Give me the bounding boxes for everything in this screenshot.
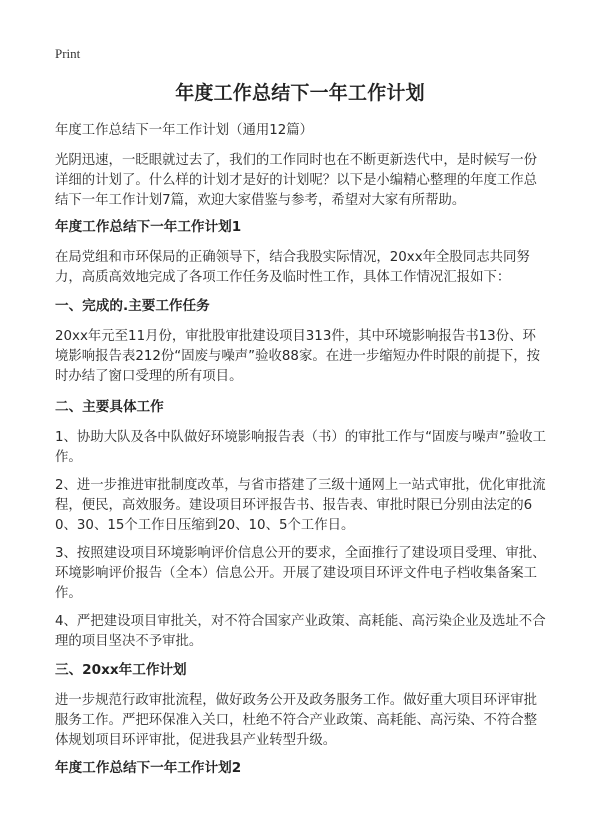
section-2-heading: 年度工作总结下一年工作计划2 <box>55 760 242 776</box>
part-1-heading: 一、完成的.主要工作任务 <box>55 298 210 314</box>
section-1-paragraph: 在局党组和市环保局的正确领导下，结合我股实际情况，20xx年全股同志共同努力，高质高效地完成了各项工作任务及临时性工作，具体工作情况汇报如下： <box>55 250 530 285</box>
part-3-heading: 三、20xx年工作计划 <box>55 662 187 678</box>
document-subtitle: 年度工作总结下一年工作计划（通用12篇） <box>55 123 314 138</box>
section-1-heading: 年度工作总结下一年工作计划1 <box>55 219 242 235</box>
document-title: 年度工作总结下一年工作计划 <box>175 82 425 104</box>
part-2-heading: 二、主要具体工作 <box>55 399 164 415</box>
print-link[interactable]: Print <box>55 46 81 61</box>
work-item-3: 3、按照建设项目环境影响评价信息公开的要求，全面推行了建设项目受理、审批、环境影响评价报告（全本）信息公开。开展了建设项目环评文件电子档收集备案工作。 <box>55 546 546 601</box>
part-1-paragraph: 20xx年元至11月份，审批股审批建设项目313件，其中环境影响报告书13份、环境影响报告表212份“固废与噪声”验收88家。在进一步缩短办件时限的前提下，按时办结了窗口受理的所有项目。 <box>55 329 540 384</box>
work-item-4: 4、严把建设项目审批关，对不符合国家产业政策、高耗能、高污染企业及选址不合理的项目坚决不予审批。 <box>55 614 546 649</box>
work-item-1: 1、协助大队及各中队做好环境影响报告表（书）的审批工作与“固废与噪声”验收工作。 <box>55 430 547 465</box>
part-3-paragraph: 进一步规范行政审批流程，做好政务公开及政务服务工作。做好重大项目环评审批服务工作。严把环保准入关口，杜绝不符合产业政策、高耗能、高污染、不符合整体规划项目环评审批，促进我县产业转型升级。 <box>55 693 538 748</box>
intro-paragraph: 光阴迅速，一眨眼就过去了，我们的工作同时也在不断更新迭代中，是时候写一份详细的计划了。什么样的计划才是好的计划呢？以下是小编精心整理的年度工作总结下一年工作计划7篇，欢迎大家借鉴与参考，希望对大家有所帮助。 <box>55 153 538 208</box>
work-item-2: 2、进一步推进审批制度改革，与省市搭建了三级十通网上一站式审批，优化审批流程，便民，高效服务。建设项目环评报告书、报告表、审批时限已分别由法定的60、30、15个工作日压缩到20、10、5个工作日。 <box>55 478 546 533</box>
